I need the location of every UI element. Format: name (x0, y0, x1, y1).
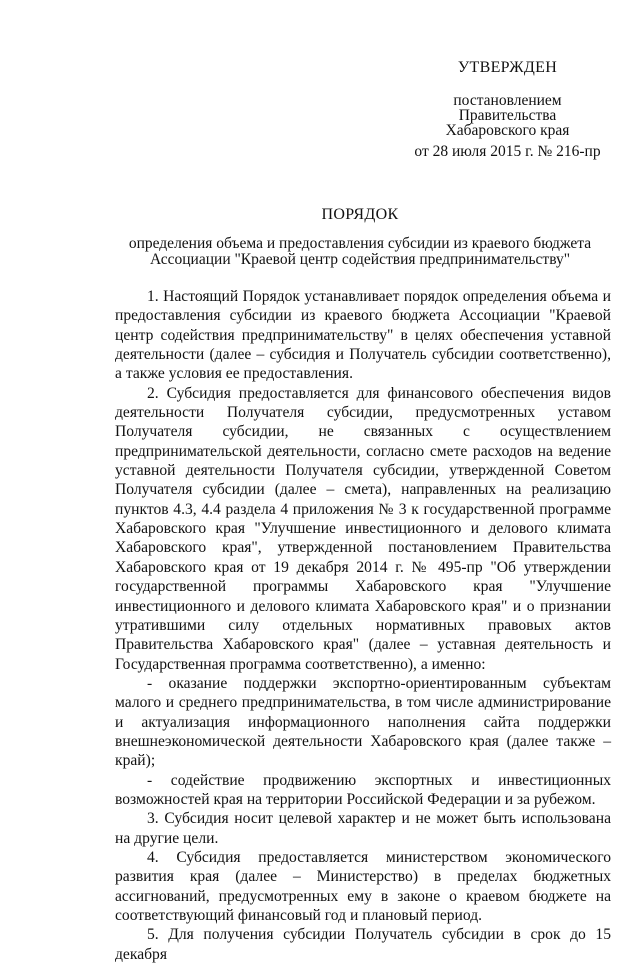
approval-line-region: Хабаровского края (445, 122, 570, 139)
document-title (110, 205, 610, 268)
paragraph-4: 4. Субсидия предоставляется министерством экономического развития края (далее – Министерство) в пределах бюджетных ассигнований, предусмотренных ему в законе о краевом бюджете на соответствующий финансовый год и плановый период. (115, 848, 611, 924)
paragraph-2: 2. Субсидия предоставляется для финансового обеспечения видов деятельности Получателя субсидии, предусмотренных уставом Получателя субсидии, не связанных с осуществлением предпринимательской деятельности, согласно смете расходов на ведение уставной деятельности Получателя субсидии, утвержденной Советом Получателя субсидии (далее – смета), направленных на реализацию пунктов 4.3, 4.4 раздела 4 приложения № 3 к государственной программе Хабаровского края "Улучшение инвестиционного и делового климата Хабаровского края", утвержденной постановлением Правительства Хабаровского края от 19 декабря 2014 г. № 495-пр "Об утверждении государственной программы Хабаровского края "Улучшение инвестиционного и делового климата Хабаровского края" и о признании утратившими силу отдельных нормативных правовых актов Правительства Хабаровского края" (далее – уставная деятельность и Государственная программа соответственно), а именно: (115, 384, 611, 673)
approval-line-resolution: постановлением (453, 92, 562, 109)
approval-date: от 28 июля 2015 г. № 216-пр (414, 143, 601, 160)
document-subtitle (110, 236, 610, 268)
approval-line-government: Правительства (458, 107, 557, 124)
paragraph-3: 3. Субсидия носит целевой характер и не может быть использована на другие цели. (115, 810, 611, 847)
approved-heading: УТВЕРЖДЕН (457, 59, 558, 76)
paragraph-1: 1. Настоящий Порядок устанавливает порядок определения объема и предоставления субсидии из краевого бюджета Ассоциации "Краевой центр содействия предпринимательству" в целях обеспечения уставной деятельности (далее – субсидия и Получатель субсидии соответственно), а также условия ее предоставления. (115, 288, 611, 383)
document-body (115, 287, 611, 964)
approval-stamp (400, 58, 615, 159)
subtitle-line-1: определения объема и предоставления субсидии из краевого бюджета (128, 235, 592, 252)
paragraph-2-item-2: - содействие продвижению экспортных и инвестиционных возможностей края на территории Российской Федерации и за рубежом. (115, 771, 611, 808)
document-heading: ПОРЯДОК (321, 206, 399, 223)
paragraph-5: 5. Для получения субсидии Получатель субсидии в срок до 15 декабря (115, 926, 611, 963)
subtitle-line-2: Ассоциации "Краевой центр содействия предпринимательству" (149, 251, 571, 268)
paragraph-2-item-1: - оказание поддержки экспортно-ориентированным субъектам малого и среднего предпринимательства, в том числе администрирование и актуализация информационного наполнения сайта поддержки внешнеэкономической деятельности Хабаровского края (далее также – край); (115, 674, 611, 770)
